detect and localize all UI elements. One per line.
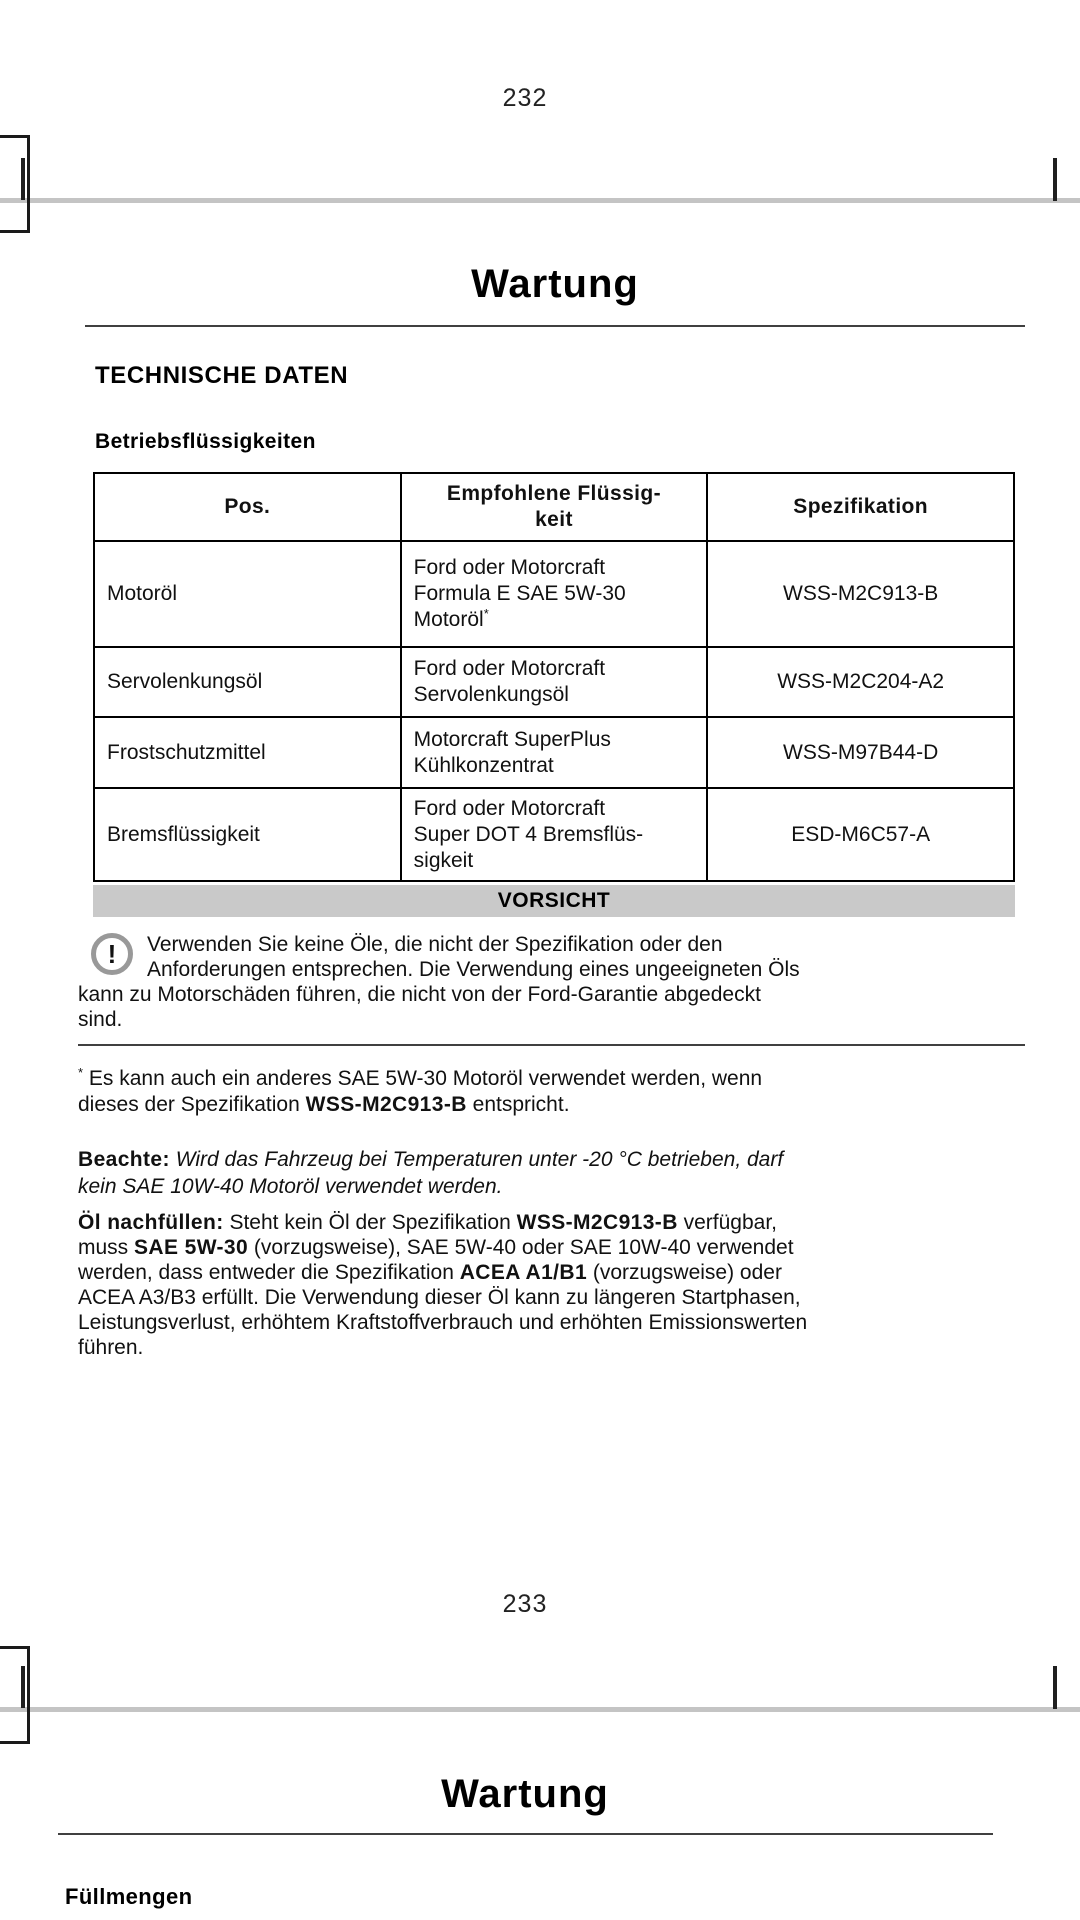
cell-pos: Servolenkungsöl bbox=[94, 647, 401, 717]
crop-separator-line-top bbox=[0, 198, 1080, 203]
table-row bbox=[94, 717, 1014, 788]
section-heading: TECHNISCHE DATEN bbox=[95, 362, 349, 389]
footnote-paragraph: * Es kann auch ein anderes SAE 5W-30 Motoröl verwendet werden, wenn dieses der Spezifikation WSS-M2C913-B entspricht. bbox=[78, 1065, 763, 1116]
note-paragraph: Beachte: Wird das Fahrzeug bei Temperaturen unter -20 °C betrieben, darf kein SAE 10W-40 Motoröl verwendet werden. bbox=[78, 1148, 784, 1198]
table-row bbox=[94, 541, 1014, 647]
capacities-subheading: Füllmengen bbox=[65, 1884, 193, 1909]
footnote-rule bbox=[78, 1044, 1025, 1046]
col-header-pos: Pos. bbox=[94, 473, 401, 541]
cell-fluid: Ford oder Motorcraft Servolenkungsöl bbox=[401, 647, 708, 717]
crop-mark-tick-bottom-right bbox=[1053, 1666, 1057, 1709]
crop-mark-tick-bottom-left bbox=[21, 1666, 25, 1708]
table-row bbox=[94, 788, 1014, 881]
page-number-bottom: 233 bbox=[502, 1590, 548, 1618]
cell-fluid: Ford oder Motorcraft Super DOT 4 Bremsflüs- sigkeit bbox=[401, 788, 708, 881]
fluids-subheading: Betriebsflüssigkeiten bbox=[95, 430, 316, 453]
table-header-row bbox=[94, 473, 1014, 541]
cell-pos: Bremsflüssigkeit bbox=[94, 788, 401, 881]
cell-fluid: Ford oder Motorcraft Formula E SAE 5W-30 Motoröl* bbox=[401, 541, 708, 647]
crop-mark-bracket-top-left bbox=[0, 135, 30, 233]
title-rule-bottom bbox=[58, 1833, 993, 1835]
chapter-title-top: Wartung bbox=[471, 262, 639, 306]
col-header-spec: Spezifikation bbox=[707, 473, 1014, 541]
title-rule-top bbox=[85, 325, 1025, 327]
cell-spec: WSS-M2C913-B bbox=[707, 541, 1014, 647]
crop-mark-tick-top-left bbox=[21, 158, 25, 200]
chapter-title-bottom: Wartung bbox=[441, 1772, 609, 1816]
warning-paragraph bbox=[78, 932, 1028, 1032]
cell-spec: WSS-M97B44-D bbox=[707, 717, 1014, 788]
fluids-table bbox=[93, 472, 1015, 882]
fluids-table-block bbox=[93, 472, 1015, 917]
warning-text: Verwenden Sie keine Öle, die nicht der Spezifikation oder den Anforderungen entsprechen. Die Verwendung eines ungeeigneten Öls kann zu Motorschäden führen, die nicht von der Ford-Garantie abgedeckt sind. bbox=[78, 933, 800, 1031]
cell-spec: ESD-M6C57-A bbox=[707, 788, 1014, 881]
table-row bbox=[94, 647, 1014, 717]
cell-fluid: Motorcraft SuperPlus Kühlkonzentrat bbox=[401, 717, 708, 788]
crop-mark-bracket-bottom-left bbox=[0, 1646, 30, 1744]
cell-pos: Frostschutzmittel bbox=[94, 717, 401, 788]
oil-refill-paragraph: Öl nachfüllen: Steht kein Öl der Spezifikation WSS-M2C913-B verfügbar, muss SAE 5W-30 (vorzugsweise), SAE 5W-40 oder SAE 10W-40 verwendet werden, dass entweder die Spezifikation ACEA A1/B1 (vorzugsweise) oder ACEA A3/B3 erfüllt. Die Verwendung dieser Öl kann zu längeren Startphasen, Leistungsverlust, erhöhtem Kraftstoffverbrauch und erhöhten Emissionswerten führen. bbox=[78, 1211, 808, 1359]
cell-pos: Motoröl bbox=[94, 541, 401, 647]
crop-separator-line-bottom bbox=[0, 1707, 1080, 1712]
warning-icon: ! bbox=[91, 933, 133, 975]
crop-mark-tick-top-right bbox=[1053, 158, 1057, 201]
cell-spec: WSS-M2C204-A2 bbox=[707, 647, 1014, 717]
caution-header-bar: VORSICHT bbox=[93, 885, 1015, 917]
page-number-top: 232 bbox=[502, 84, 548, 112]
col-header-fluid: Empfohlene Flüssig- keit bbox=[401, 473, 708, 541]
